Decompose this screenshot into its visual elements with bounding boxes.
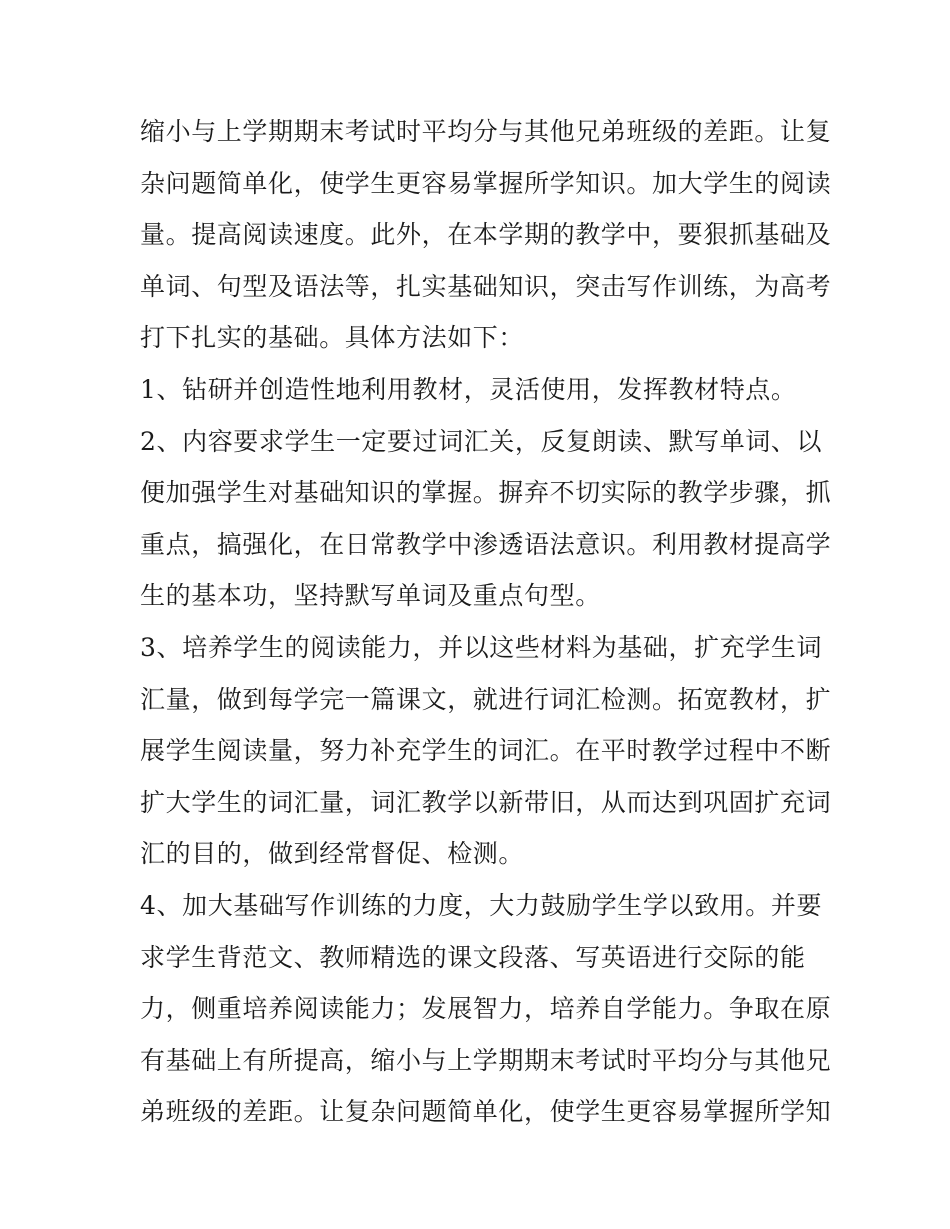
text-line: 弟班级的差距。让复杂问题简单化，使学生更容易掌握所学知 — [140, 1097, 832, 1127]
text-line: 生的基本功，坚持默写单词及重点句型。 — [140, 581, 601, 611]
text-line: 汇量，做到每学完一篇课文，就进行词汇检测。拓宽教材，扩 — [140, 684, 832, 714]
list-item-3-line: 3、培养学生的阅读能力，并以这些材料为基础，扩充学生词 — [140, 632, 823, 662]
list-item-1-line: 1、钻研并创造性地利用教材，灵活使用，发挥教材特点。 — [140, 374, 797, 404]
text-line: 打下扎实的基础。具体方法如下： — [140, 323, 525, 353]
text-line: 杂问题简单化，使学生更容易掌握所学知识。加大学生的阅读 — [140, 168, 832, 198]
text-line: 缩小与上学期期末考试时平均分与其他兄弟班级的差距。让复 — [140, 117, 832, 146]
text-line: 有基础上有所提高，缩小与上学期期末考试时平均分与其他兄 — [140, 1045, 832, 1075]
text-line: 量。提高阅读速度。此外，在本学期的教学中，要狠抓基础及 — [140, 220, 832, 250]
list-item-2-line: 2、内容要求学生一定要过词汇关，反复朗读、默写单词、以 — [140, 426, 823, 456]
text-line: 便加强学生对基础知识的掌握。摒弃不切实际的教学步骤，抓 — [140, 478, 832, 508]
document-body — [140, 106, 832, 1138]
text-line: 扩大学生的词汇量，词汇教学以新带旧，从而达到巩固扩充词 — [140, 787, 832, 817]
text-line: 力，侧重培养阅读能力；发展智力，培养自学能力。争取在原 — [140, 994, 832, 1024]
text-line: 汇的目的，做到经常督促、检测。 — [140, 839, 525, 869]
list-item-4-line: 4、加大基础写作训练的力度，大力鼓励学生学以致用。并要 — [140, 890, 823, 920]
text-line: 展学生阅读量，努力补充学生的词汇。在平时教学过程中不断 — [140, 736, 832, 766]
text-line: 求学生背范文、教师精选的课文段落、写英语进行交际的能 — [140, 942, 806, 972]
text-line: 重点，搞强化，在日常教学中渗透语法意识。利用教材提高学 — [140, 529, 832, 559]
text-line: 单词、句型及语法等，扎实基础知识，突击写作训练，为高考 — [140, 271, 832, 301]
